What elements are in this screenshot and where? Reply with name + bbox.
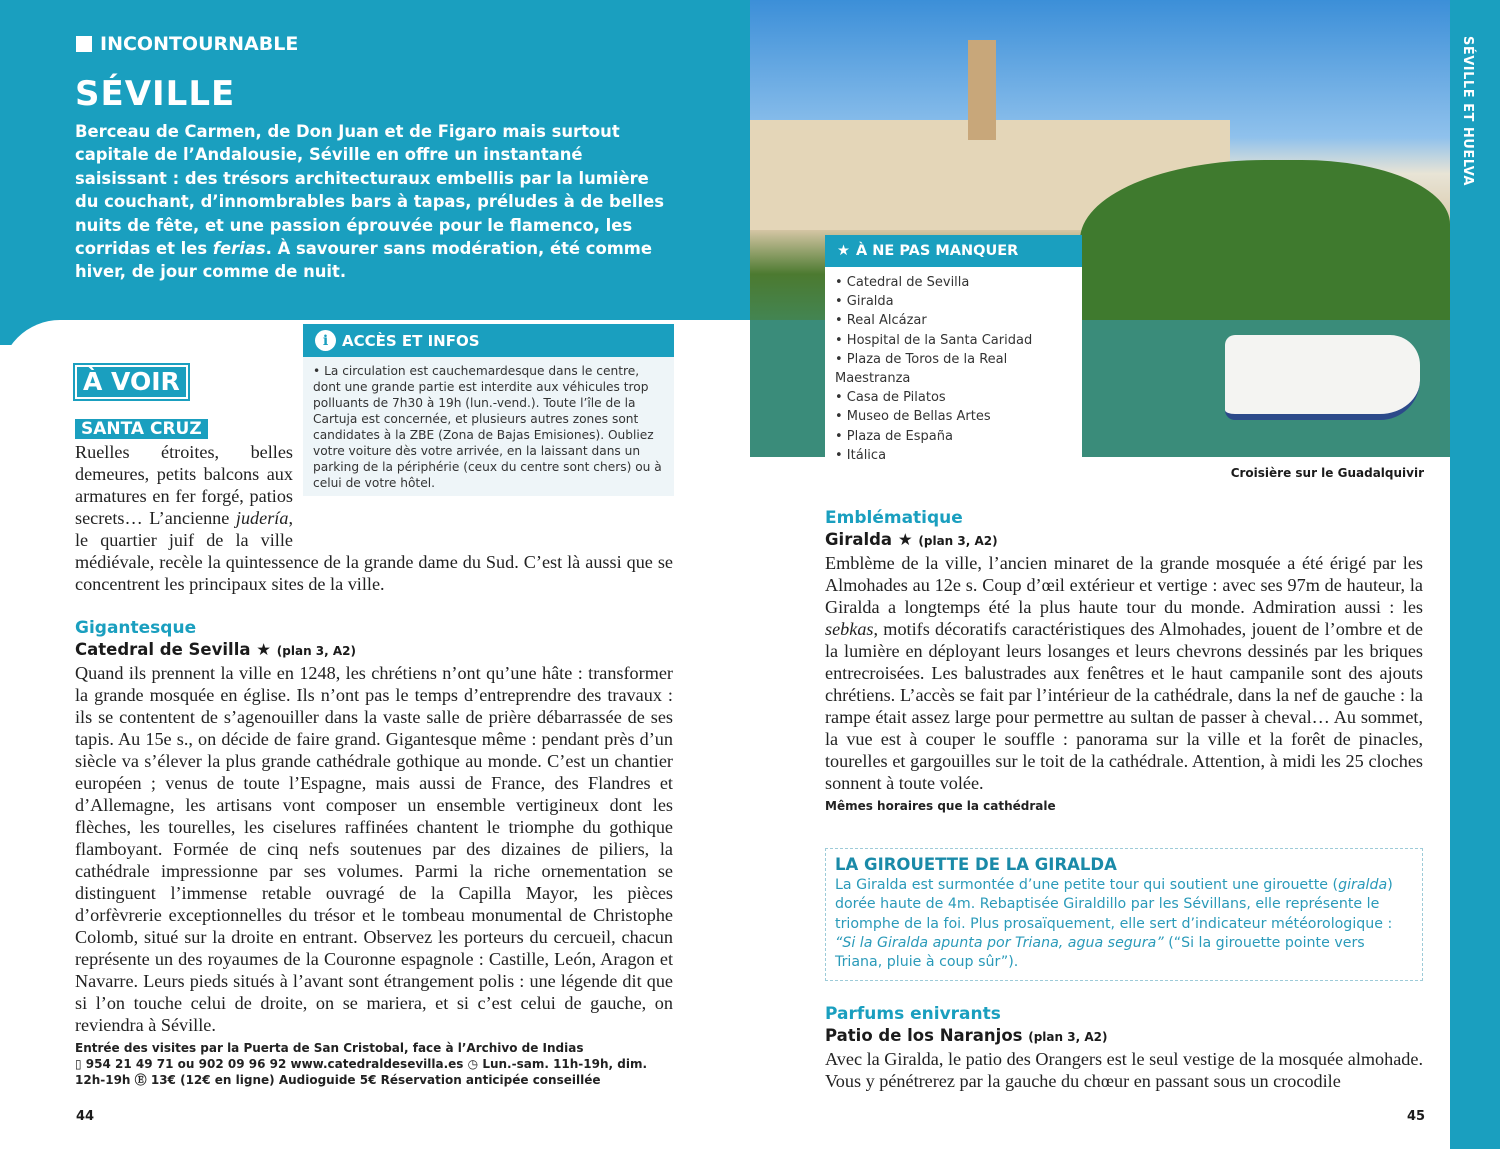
clock-icon: ◷ [467, 1057, 479, 1071]
text: La Giralda est surmontée d’une petite tour qui soutient une girouette ( [835, 877, 1339, 893]
place-name: Giralda [825, 530, 893, 549]
page-number-left: 44 [76, 1109, 95, 1124]
phone-web: 954 21 49 71 ou 902 09 96 92 www.catedraldesevilla.es [85, 1057, 464, 1071]
list-item: • Plaza de Toros de la Real Maestranza [835, 351, 1008, 387]
must-see-box [825, 235, 1082, 463]
practical-line: Entrée des visites par la Puerta de San Cristobal, face à l’Archivo de Indias [75, 1041, 584, 1055]
list-item: • Itálica [835, 447, 887, 463]
side-tab [1450, 0, 1500, 1149]
list-item: • Catedral de Sevilla [835, 275, 970, 290]
list-item: • Real Alcázar [835, 313, 927, 329]
must-see-title: À NE PAS MANQUER [856, 243, 1019, 259]
plan-ref: (plan 3, A2) [1028, 1030, 1108, 1045]
side-tab-label: SÉVILLE ET HUELVA [1460, 36, 1475, 186]
subheading: Parfums enivrants [825, 1004, 1001, 1025]
section-heading: À VOIR [75, 365, 188, 399]
place-title [75, 639, 673, 662]
italic: judería [235, 508, 289, 528]
place-title [825, 1025, 1423, 1048]
square-icon [76, 36, 92, 52]
italic: sebkas [825, 619, 874, 639]
text: , le quartier juif de la ville médiévale, recèle la quintessence de la grande dame du Sud. C’est là aussi que se concentrent les principaux sites de la ville. [75, 508, 673, 594]
info-text: • La circulation est cauchemardesque dans le centre, dont une grande partie est interdite aux véhicules trop polluants de 7h30 à 19h (lun.-vend.). Toute l’île de la Cartuja est concernée, et plusieurs autres zones sont candidates à la ZBE (Zona de Bajas Emisiones). Oubliez votre voiture dès votre arrivée, en la laissant dans un parking de la périphérie (ceux du centre sont chers) ou à celui de votre hôtel. [313, 364, 662, 490]
intro-italic: ferias [212, 239, 266, 259]
hours: Lun.-sam. 11h-19h, dim. 12h-19h [75, 1057, 648, 1087]
text: , motifs décoratifs caractéristiques des Almohades, jouent de l’ombre et de la lumière en déployant leurs losanges et leurs chevrons dessinés par les briques entrecroisées. Les balustrades aux fenêtres et le haut campanile sont des ajouts chrétiens. L’accès se fait par l’intérieur de la cathédrale, dans la nef de gauche : la rampe était assez large pour permettre au sultan de passer à cheval… Au sommet, la vue est à couper le souffle : panorama sur la ville et la forêt de pinacles, tourelles et gargouilles sur le toit de la cathédrale. Attention, à midi les 25 cloches sonnent à toute volée. [825, 619, 1423, 793]
patio-paragraph: Avec la Giralda, le patio des Orangers est le seul vestige de la mosquée almohade. Vous y pénétrerez par la gauche du chœur en passant sous un crocodile [825, 1049, 1423, 1092]
place-name: Patio de los Naranjos [825, 1026, 1023, 1046]
info-icon: i [315, 330, 336, 351]
prices: 13€ (12€ en ligne) Audioguide 5€ Réservation anticipée conseillée [150, 1073, 601, 1087]
cathedral-paragraph: Quand ils prennent la ville en 1248, les chrétiens n’ont qu’une hâte : transformer la grande mosquée en église. Ils n’ont pas le temps d’entreprendre des travaux : ils se contentent de s’agenouiller dans la vaste salle de prière débarrassée de ses tapis. Au 15e s., on décide de faire grand. Gigantesque même : pendant près d’un siècle va s’élever la plus grande cathédrale gothique au monde. C’est un chantier européen ; venus de toute l’Espagne, mais aussi de France, des Flandres et d’Allemagne, les artisans vont composer un ensemble vertigineux dont les flèches, les tourelles, les ciselures raffinées chantent le triomphe du gothique flamboyant. Formée de cinq nefs soutenues par des dizaines de piliers, la cathédrale impressionne par ses volumes. Parmi la riche ornementation se distinguent l’immense retable ouvragé de la Capilla Mayor, les pièces d’orfèvrerie exceptionnelles du trésor et le tombeau monumental de Christophe Colomb, situé sur la droite en entrant. Observez les porteurs du cercueil, chacun représente un des royaumes de la Couronne espagnole : Castille, León, Aragon et Navarre. Leurs pieds situés à l’avant sont étrangement polis : une légende dit que si l’on touche celui de droite, on se mariera, et si c’est celui de gauche, on reviendra à Séville. [75, 663, 673, 1035]
text: ) dorée haute de 4m. Rebaptisée Giraldillo par les Sévillans, elle représente le triomphe de la foi. Plus prosaïquement, elle sert d’indicateur météorologique : [835, 877, 1393, 932]
girouette-box [825, 848, 1423, 981]
list-item: • Giralda [835, 294, 894, 310]
kicker [76, 33, 298, 55]
intro-end: . À savourer sans modération, été comme hiver, de jour comme de nuit. [75, 239, 653, 282]
intro [75, 120, 675, 284]
plan-ref: (plan 3, A2) [276, 644, 356, 658]
text: (“Si la girouette pointe vers Triana, pluie à coup sûr”). [835, 934, 1365, 971]
plan-ref: (plan 3, A2) [918, 534, 998, 548]
text: Ruelles étroites, belles demeures, petits balcons aux armatures en fer forgé, patios secrets… L’ancienne [75, 442, 293, 528]
practical-info [75, 1040, 673, 1088]
page-title: SÉVILLE [75, 74, 236, 114]
list-item: • Hospital de la Santa Caridad [835, 332, 1033, 348]
star-icon: ★ [256, 640, 272, 659]
euro-icon: Ⓔ [134, 1073, 147, 1087]
photo-caption: Croisière sur le Guadalquivir [1230, 466, 1424, 480]
italic: giralda [1338, 877, 1388, 893]
box-text [835, 876, 1413, 972]
list-item: • Plaza de España [835, 428, 953, 444]
star-icon: ★ [837, 243, 850, 259]
phone-icon: ▯ [75, 1057, 82, 1071]
giralda-paragraph [825, 552, 1423, 794]
kicker-label: INCONTOURNABLE [100, 33, 299, 55]
right-column [825, 485, 1423, 1092]
subheading: Emblématique [825, 508, 963, 528]
intro-text: Berceau de Carmen, de Don Juan et de Figaro mais surtout capitale de l’Andalousie, Séville en offre un instantané saisissant : des trésors architecturaux embellis par la lumière du couchant, d’innombrables bars à tapas, préludes à de belles nuits de fête, et une passion éprouvée pour le flamenco, les corridas et les [75, 122, 664, 259]
list-item: • Casa de Pilatos [835, 390, 946, 406]
text: Emblème de la ville, l’ancien minaret de la grande mosquée a été érigé par les Almohades au 12e s. Coup d’œil extérieur et vertige : avec ses 97m de hauteur, la Giralda a longtemps été la plus haute tour du monde. Admiration aussi : les [825, 553, 1423, 617]
box-title: LA GIROUETTE DE LA GIRALDA [835, 855, 1117, 874]
district-heading: SANTA CRUZ [75, 419, 208, 439]
info-box [303, 324, 674, 496]
practical-info: Mêmes horaires que la cathédrale [825, 799, 1056, 813]
star-icon: ★ [897, 530, 913, 549]
place-title [825, 529, 1423, 552]
info-title: ACCÈS ET INFOS [342, 331, 480, 350]
subheading: Gigantesque [75, 618, 197, 638]
italic: “Si la Giralda apunta por Triana, agua segura” [835, 934, 1164, 951]
page-number-right: 45 [1407, 1109, 1426, 1124]
place-name: Catedral de Sevilla [75, 640, 251, 659]
list-item: • Museo de Bellas Artes [835, 409, 991, 425]
